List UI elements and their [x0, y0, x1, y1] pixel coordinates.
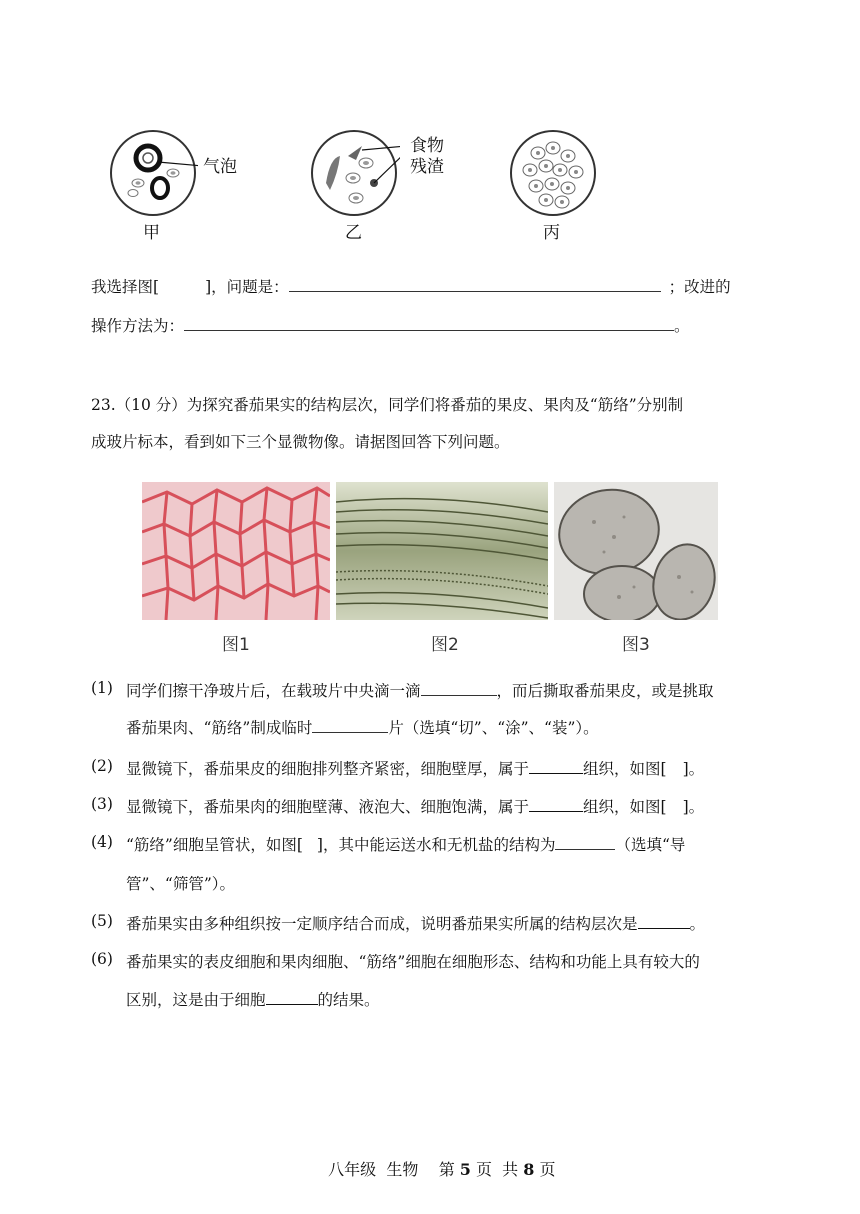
micrograph-fig2 [336, 482, 548, 620]
micrograph-caption-3: 图3 [622, 635, 650, 655]
q23-item4-line2: 管”、“筛管”）。 [126, 875, 236, 893]
callout-food-line1: 食物 [410, 136, 444, 156]
q23-item6-line2: 区别，这是由于细胞 的结果。 [126, 991, 380, 1009]
page-footer: 八年级 生物 第 5 页 共 8 页 [328, 1160, 556, 1179]
q23-item6-num: (6) [91, 950, 113, 968]
q23-item5-blank[interactable] [638, 914, 690, 929]
cell-diagram-bing [508, 128, 598, 218]
q23-item6-line1: 番茄果实的表皮细胞和果肉细胞、“筋络”细胞在细胞形态、结构和功能上具有较大的 [126, 953, 700, 971]
q23-item2-blank[interactable] [529, 759, 583, 774]
micrograph-fig1 [142, 482, 330, 620]
cell-diagram-jia [108, 128, 198, 218]
q23-item4-line1: “筋络”细胞呈管状，如图[ ]，其中能运送水和无机盐的结构为 （选填“导 [126, 836, 686, 854]
page-total: 8 [523, 1160, 535, 1179]
q23-item4-blank[interactable] [555, 835, 615, 850]
figure-label-yi: 乙 [345, 223, 362, 243]
micrograph-caption-1: 图1 [222, 635, 250, 655]
page-number: 5 [459, 1160, 471, 1179]
q22-problem-blank[interactable] [289, 277, 661, 292]
q23-item1-line2: 番茄果肉、“筋络”制成临时 片（选填“切”、“涂”、“装”）。 [126, 719, 599, 737]
cell-diagram-yi [308, 128, 400, 218]
q22-answer-line2: 操作方法为： 。 [91, 317, 690, 335]
micrograph-caption-2: 图2 [431, 635, 459, 655]
q23-item3-num: (3) [91, 795, 113, 813]
q23-item1-line1: 同学们擦干净玻片后，在载玻片中央滴一滴 ，而后撕取番茄果皮，或是挑取 [126, 682, 714, 700]
q23-item2-num: (2) [91, 757, 113, 775]
q23-item1-blank-b[interactable] [312, 718, 388, 733]
q22-answer-line1: 我选择图[ ]，问题是： ；改进的 [91, 278, 731, 296]
figure-label-bing: 丙 [543, 223, 560, 243]
q23-item1-num: (1) [91, 679, 113, 697]
q23-item6-blank[interactable] [266, 990, 318, 1005]
callout-bubble: 气泡 [203, 157, 237, 177]
q23-item5-num: (5) [91, 912, 113, 930]
callout-food-line2: 残渣 [410, 157, 444, 177]
q23-item3-line1: 显微镜下，番茄果肉的细胞壁薄、液泡大、细胞饱满，属于 组织，如图[ ]。 [126, 798, 705, 816]
q22-method-blank[interactable] [184, 316, 674, 331]
figure-label-jia: 甲 [143, 223, 160, 243]
q23-item3-blank[interactable] [529, 797, 583, 812]
q23-intro-line1: 23.（10 分）为探究番茄果实的结构层次，同学们将番茄的果皮、果肉及“筋络”分别制 [91, 396, 684, 414]
q23-intro-line2: 成玻片标本，看到如下三个显微物像。请据图回答下列问题。 [91, 433, 510, 451]
q23-item5-line1: 番茄果实由多种组织按一定顺序结合而成，说明番茄果实所属的结构层次是 。 [126, 915, 706, 933]
q23-item1-blank-a[interactable] [421, 681, 497, 696]
q23-item4-num: (4) [91, 833, 113, 851]
micrograph-fig3 [554, 482, 718, 620]
q23-item2-line1: 显微镜下，番茄果皮的细胞排列整齐紧密，细胞壁厚，属于 组织，如图[ ]。 [126, 760, 705, 778]
